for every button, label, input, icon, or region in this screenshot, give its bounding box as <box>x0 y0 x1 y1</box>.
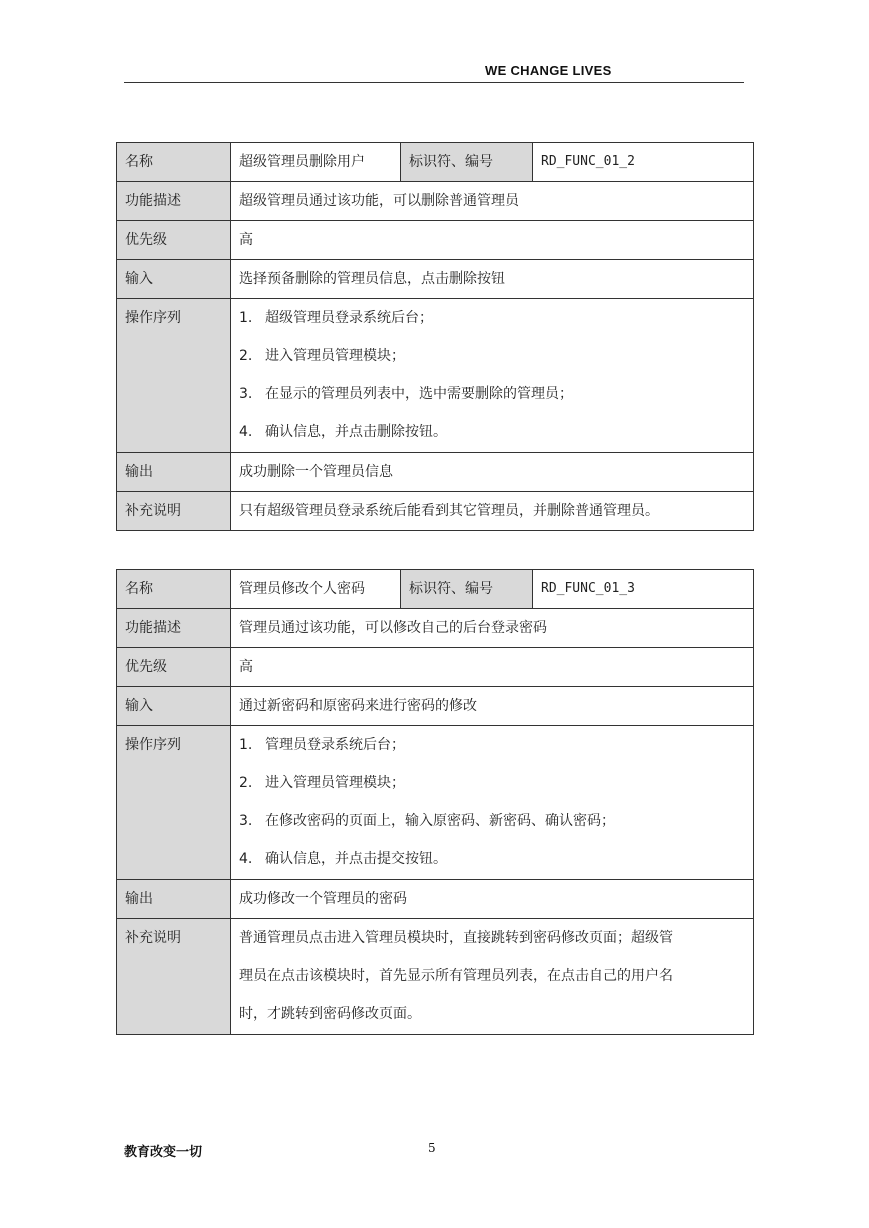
priority-value: 高 <box>231 221 754 260</box>
table-row <box>117 570 754 609</box>
table-row <box>117 492 754 531</box>
note-value <box>231 919 754 1035</box>
steps-list <box>231 726 754 880</box>
step-number: 2. <box>239 775 253 791</box>
step-number: 1. <box>239 310 253 326</box>
input-value: 通过新密码和原密码来进行密码的修改 <box>231 687 754 726</box>
step-text: 超级管理员登录系统后台； <box>265 310 433 326</box>
step-number: 2. <box>239 348 253 364</box>
table-row <box>117 880 754 919</box>
steps-label: 操作序列 <box>117 299 231 453</box>
note-line: 普通管理员点击进入管理员模块时，直接跳转到密码修改页面；超级管 <box>239 930 673 946</box>
function-spec-table-2 <box>116 569 754 1035</box>
description-value: 管理员通过该功能，可以修改自己的后台登录密码 <box>231 609 754 648</box>
function-spec-table-1 <box>116 142 754 531</box>
output-value: 成功修改一个管理员的密码 <box>231 880 754 919</box>
step-number: 4. <box>239 851 253 867</box>
description-label: 功能描述 <box>117 609 231 648</box>
description-value: 超级管理员通过该功能，可以删除普通管理员 <box>231 182 754 221</box>
step-number: 3. <box>239 813 253 829</box>
note-label: 补充说明 <box>117 919 231 1035</box>
list-item <box>239 764 745 802</box>
list-item <box>239 299 745 337</box>
step-text: 确认信息，并点击删除按钮。 <box>265 424 447 440</box>
id-label: 标识符、编号 <box>401 143 533 182</box>
step-text: 确认信息，并点击提交按钮。 <box>265 851 447 867</box>
list-item <box>239 802 745 840</box>
table-row <box>117 221 754 260</box>
table-row <box>117 687 754 726</box>
table-row <box>117 260 754 299</box>
step-text: 在显示的管理员列表中，选中需要删除的管理员； <box>265 386 573 402</box>
priority-label: 优先级 <box>117 221 231 260</box>
id-label: 标识符、编号 <box>401 570 533 609</box>
list-item <box>239 375 745 413</box>
id-value: RD_FUNC_01_2 <box>533 143 754 182</box>
note-label: 补充说明 <box>117 492 231 531</box>
page-header-title: WE CHANGE LIVES <box>485 63 612 78</box>
step-number: 1. <box>239 737 253 753</box>
list-item <box>239 840 745 878</box>
list-item <box>239 413 745 451</box>
id-value: RD_FUNC_01_3 <box>533 570 754 609</box>
step-text: 进入管理员管理模块； <box>265 348 405 364</box>
steps-label: 操作序列 <box>117 726 231 880</box>
name-value: 管理员修改个人密码 <box>231 570 401 609</box>
input-value: 选择预备删除的管理员信息，点击删除按钮 <box>231 260 754 299</box>
input-label: 输入 <box>117 687 231 726</box>
steps-list <box>231 299 754 453</box>
name-label: 名称 <box>117 570 231 609</box>
table-row <box>117 143 754 182</box>
step-text: 在修改密码的页面上，输入原密码、新密码、确认密码； <box>265 813 615 829</box>
step-number: 4. <box>239 424 253 440</box>
name-value: 超级管理员删除用户 <box>231 143 401 182</box>
note-value: 只有超级管理员登录系统后能看到其它管理员，并删除普通管理员。 <box>231 492 754 531</box>
page-number: 5 <box>428 1141 436 1155</box>
step-number: 3. <box>239 386 253 402</box>
priority-value: 高 <box>231 648 754 687</box>
table-row <box>117 182 754 221</box>
output-value: 成功删除一个管理员信息 <box>231 453 754 492</box>
note-line: 时，才跳转到密码修改页面。 <box>239 1006 421 1022</box>
table-row <box>117 919 754 1035</box>
output-label: 输出 <box>117 880 231 919</box>
list-item <box>239 726 745 764</box>
footer-slogan: 教育改变一切 <box>124 1145 203 1160</box>
priority-label: 优先级 <box>117 648 231 687</box>
step-text: 管理员登录系统后台； <box>265 737 405 753</box>
list-item <box>239 337 745 375</box>
table-row <box>117 726 754 880</box>
header-divider <box>124 82 744 83</box>
note-line: 理员在点击该模块时，首先显示所有管理员列表，在点击自己的用户名 <box>239 968 673 984</box>
step-text: 进入管理员管理模块； <box>265 775 405 791</box>
table-row <box>117 299 754 453</box>
output-label: 输出 <box>117 453 231 492</box>
table-row <box>117 648 754 687</box>
table-row <box>117 453 754 492</box>
table-row <box>117 609 754 648</box>
input-label: 输入 <box>117 260 231 299</box>
name-label: 名称 <box>117 143 231 182</box>
description-label: 功能描述 <box>117 182 231 221</box>
